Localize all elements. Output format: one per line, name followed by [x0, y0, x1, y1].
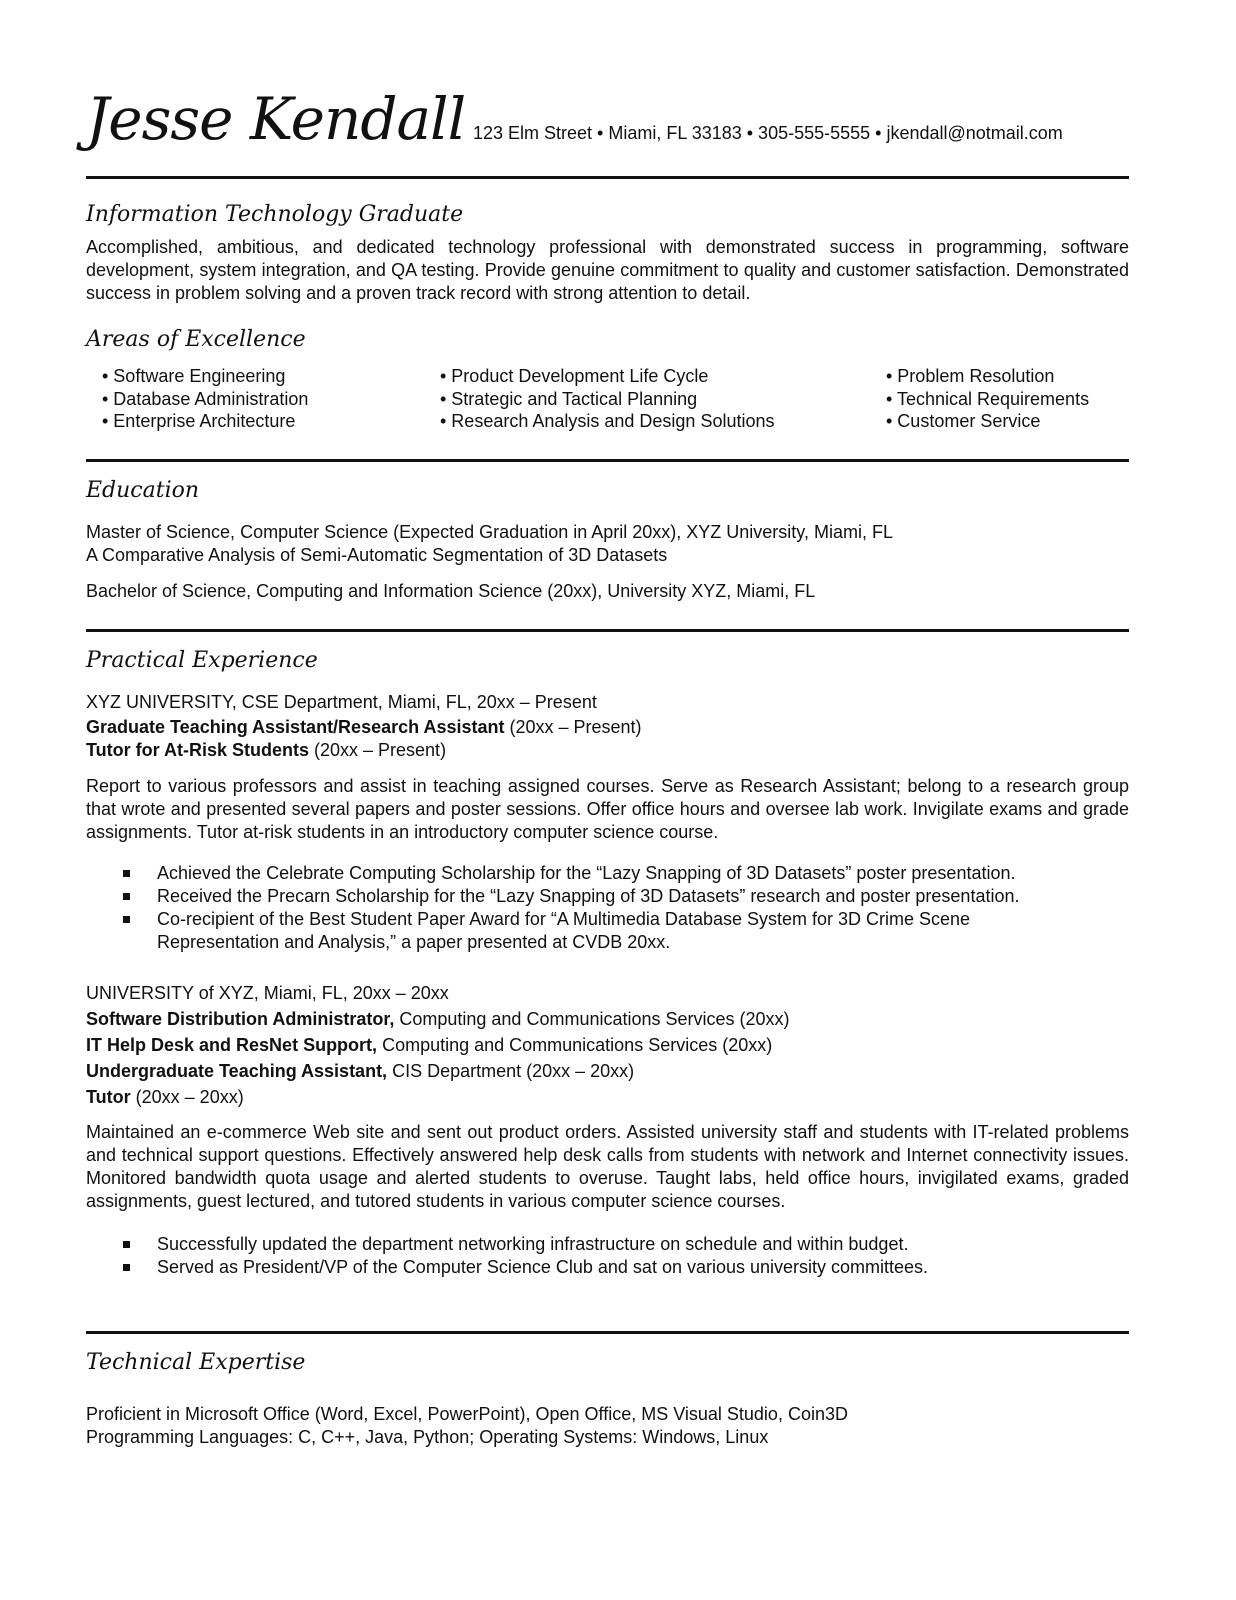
candidate-name: Jesse Kendall: [86, 85, 466, 153]
job1-description: Report to various professors and assist in teaching assigned courses. Serve as Research Assistant; belong to a research group that wrote and presented several papers and poster sessions. Offer office hours and oversee lab work. Invigilate exams and grade assignments. Tutor at-risk students in an introductory computer science course.: [86, 776, 1129, 842]
education-heading: Education: [86, 478, 200, 503]
achievement-text: Served as President/VP of the Computer Science Club and sat on various university committees.: [157, 1257, 929, 1277]
divider: [86, 1331, 1129, 1334]
job1-role-1: [86, 716, 642, 739]
job2-employer: UNIVERSITY of XYZ, Miami, FL, 20xx – 20xx: [86, 983, 449, 1003]
bullet-square-icon: [123, 1241, 130, 1248]
contact-info: 123 Elm Street • Miami, FL 33183 • 305-555-5555 • jkendall@notmail.com: [473, 123, 1063, 143]
job2-role-detail: (20xx – 20xx): [130, 1087, 244, 1107]
job1-employer: XYZ UNIVERSITY, CSE Department, Miami, FL, 20xx – Present: [86, 692, 597, 712]
job1-role-1-title: Graduate Teaching Assistant/Research Assistant: [86, 717, 505, 737]
job2-role-title: IT Help Desk and ResNet Support,: [86, 1035, 378, 1055]
excellence-column-2: [440, 365, 775, 433]
job2-role: [86, 1034, 772, 1057]
job1-role-2-title: Tutor for At-Risk Students: [86, 740, 309, 760]
excellence-item: • Product Development Life Cycle: [440, 366, 709, 386]
job2-role: [86, 1086, 244, 1109]
education-thesis: A Comparative Analysis of Semi-Automatic Segmentation of 3D Datasets: [86, 545, 668, 565]
achievement-item: [120, 1256, 1147, 1279]
job2-role-title: Tutor: [86, 1087, 131, 1107]
bullet-square-icon: [123, 916, 130, 923]
divider: [86, 176, 1129, 179]
education-ms: Master of Science, Computer Science (Expected Graduation in April 20xx), XYZ University, Miami, FL: [86, 522, 893, 542]
bullet-square-icon: [123, 1264, 130, 1271]
job2-role-detail: Computing and Communications Services (20xx): [377, 1035, 773, 1055]
education-bs: Bachelor of Science, Computing and Information Science (20xx), University XYZ, Miami, FL: [86, 581, 816, 601]
job2-role: [86, 1060, 634, 1083]
job1-achievements: [120, 862, 1147, 954]
job2-description: Maintained an e-commerce Web site and sent out product orders. Assisted university staff and students with IT-related problems and technical support questions. Effectively answered help desk calls from students with network and Internet connectivity issues. Monitored bandwidth quota usage and alerted students to overuse. Taught labs, held office hours, invigilated exams, graded assignments, guest lectured, and tutored students in various computer science courses.: [86, 1122, 1129, 1211]
achievement-text: Successfully updated the department networking infrastructure on schedule and within budget.: [157, 1234, 909, 1254]
excellence-item: • Technical Requirements: [886, 388, 1090, 409]
excellence-item: • Research Analysis and Design Solutions: [440, 411, 775, 431]
divider: [86, 459, 1129, 462]
job1-role-2-detail: (20xx – Present): [309, 740, 447, 760]
technical-heading: Technical Expertise: [86, 1350, 306, 1375]
excellence-column-1: [102, 365, 308, 433]
technical-software: Proficient in Microsoft Office (Word, Excel, PowerPoint), Open Office, MS Visual Studio, Coin3D: [86, 1404, 848, 1424]
job1-role-1-detail: (20xx – Present): [504, 717, 642, 737]
excellence-item: • Strategic and Tactical Planning: [440, 388, 698, 409]
excellence-item: • Database Administration: [102, 388, 309, 409]
summary-heading: Information Technology Graduate: [86, 202, 464, 227]
job2-role-detail: Computing and Communications Services (20xx): [394, 1009, 790, 1029]
achievement-item: [120, 1233, 1147, 1256]
achievement-text: Co-recipient of the Best Student Paper Award for “A Multimedia Database System for 3D Crime Scene Representation and Analysis,” a paper presented at CVDB 20xx.: [157, 909, 971, 952]
job2-role-title: Undergraduate Teaching Assistant,: [86, 1061, 388, 1081]
bullet-square-icon: [123, 870, 130, 877]
technical-languages: Programming Languages: C, C++, Java, Python; Operating Systems: Windows, Linux: [86, 1427, 769, 1447]
excellence-item: • Customer Service: [886, 411, 1041, 431]
achievement-item: [120, 908, 1077, 954]
excellence-column-3: [886, 365, 1089, 433]
excellence-item: • Software Engineering: [102, 366, 286, 386]
achievement-text: Received the Precarn Scholarship for the “Lazy Snapping of 3D Datasets” research and poster presentation.: [157, 886, 1020, 906]
achievement-item: [120, 862, 1147, 885]
summary-text: Accomplished, ambitious, and dedicated technology professional with demonstrated success in programming, software development, system integration, and QA testing. Provide genuine commitment to quality and customer satisfaction. Demonstrated success in problem solving and a proven track record with strong attention to detail.: [86, 237, 1129, 303]
achievement-text: Achieved the Celebrate Computing Scholarship for the “Lazy Snapping of 3D Datasets” poster presentation.: [157, 863, 1016, 883]
job2-role-detail: CIS Department (20xx – 20xx): [387, 1061, 635, 1081]
achievement-item: [120, 885, 1147, 908]
experience-heading: Practical Experience: [86, 648, 318, 673]
job2-role: [86, 1008, 790, 1031]
excellence-heading: Areas of Excellence: [86, 327, 306, 352]
excellence-item: • Problem Resolution: [886, 366, 1055, 386]
job2-achievements: [120, 1233, 1147, 1279]
job2-role-title: Software Distribution Administrator,: [86, 1009, 395, 1029]
excellence-item: • Enterprise Architecture: [102, 411, 296, 431]
job1-role-2: [86, 739, 446, 762]
bullet-square-icon: [123, 893, 130, 900]
divider: [86, 629, 1129, 632]
